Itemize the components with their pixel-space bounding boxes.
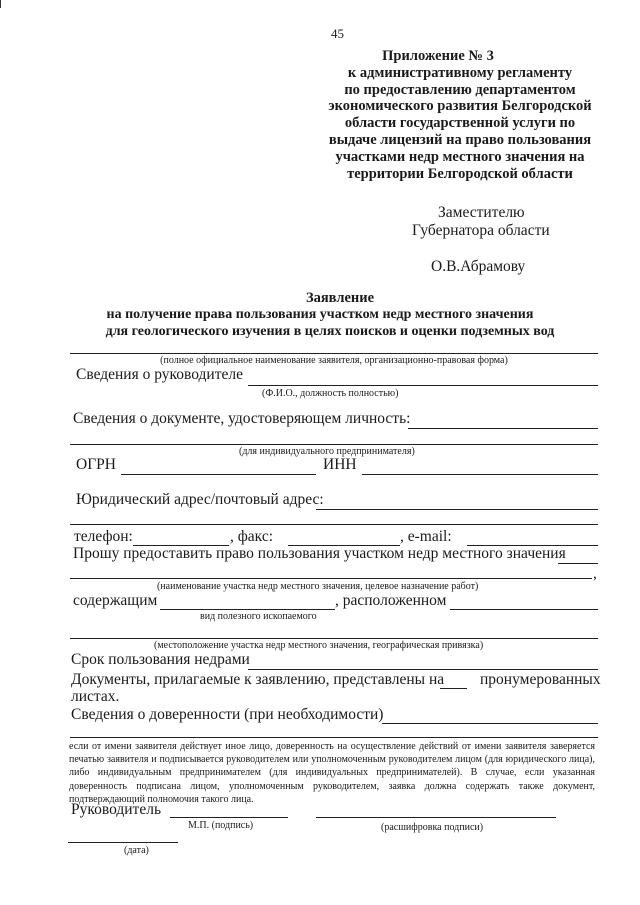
site-name-field[interactable] — [70, 578, 592, 579]
request-field[interactable] — [558, 563, 598, 564]
head-info-field[interactable] — [248, 385, 598, 386]
location-field[interactable] — [450, 609, 598, 610]
inn-label: ИНН — [323, 456, 357, 473]
head-info-label: Сведения о руководителе — [76, 366, 243, 383]
term-label: Срок пользования недрами — [71, 651, 250, 668]
phone-label: телефон: — [74, 528, 133, 545]
appendix-line: по предоставлению департаментом — [344, 81, 576, 98]
statement-subtitle-1: на получение права пользования участком недр местного значения — [106, 307, 534, 322]
appendix-line: области государственной услуги по — [344, 115, 576, 132]
power-of-attorney-field[interactable] — [382, 723, 598, 724]
ogrn-field[interactable] — [121, 474, 316, 475]
signature-field[interactable] — [170, 817, 288, 818]
id-document-field[interactable] — [408, 428, 598, 429]
ogrn-label: ОГРН — [76, 456, 116, 473]
stamp-signature-hint: М.П. (подпись) — [188, 820, 254, 831]
statement-heading: Заявление — [305, 290, 375, 306]
addressee-line1: Заместителю — [438, 204, 525, 221]
mineral-field[interactable] — [160, 609, 335, 610]
head-signature-label: Руководитель — [71, 801, 162, 818]
head-fio-hint: (Ф.И.О., должность полностью) — [262, 388, 399, 399]
location-field-2[interactable] — [70, 638, 598, 639]
applicant-name-field[interactable] — [70, 353, 598, 354]
appendix-block — [300, 48, 620, 182]
attorney-note: если от имени заявителя действует иное лицо, доверенность на осуществление действий от имени заявителя заверяется печатью заявителя и подписывается руководителем или уполномоченным руководителем лицом (для юридического лица), либо индивидуальным предпринимателем (для индивидуальных предпринимателей). В случае, если указанная доверенность подписана лицом, уполномоченным руководителем, заявка должна содержать также документ, подтверждающий полномочия такого лица. — [69, 741, 595, 805]
scan-edge-mark — [0, 0, 1, 8]
site-name-hint: (наименование участка недр местного значения, целевое назначение работ) — [157, 581, 479, 592]
mineral-hint: вид полезного ископаемого — [200, 611, 317, 622]
appendix-line: Приложение № 3 — [382, 48, 494, 64]
addressee-line2: Губернатора области — [412, 222, 550, 239]
date-hint: (дата) — [124, 845, 149, 856]
site-name-comma: , — [593, 565, 597, 582]
documents-text: Документы, прилагаемые к заявлению, представлены на — [71, 671, 445, 688]
email-label: , e-mail: — [400, 528, 452, 545]
id-document-field-2[interactable] — [70, 444, 598, 445]
signature-decoding-field[interactable] — [316, 817, 556, 818]
date-field[interactable] — [68, 842, 178, 843]
term-field[interactable] — [248, 669, 598, 670]
address-label: Юридический адрес/почтовый адрес: — [76, 491, 324, 508]
appendix-line: выдаче лицензий на право пользования — [328, 131, 592, 148]
documents-text-line2: листах. — [71, 688, 120, 705]
inn-field[interactable] — [362, 474, 598, 475]
address-field-2[interactable] — [70, 524, 598, 525]
documents-text-end: пронумерованных — [480, 671, 601, 688]
page-number: 45 — [331, 26, 344, 41]
appendix-line: экономического развития Белгородской — [328, 98, 592, 115]
signature-decoding-hint: (расшифровка подписи) — [381, 822, 484, 833]
fax-label: , факс: — [230, 528, 274, 545]
appendix-line: к административному регламенту — [347, 64, 573, 81]
appendix-line: участками недр местного значения на — [335, 148, 585, 165]
power-of-attorney-field-2[interactable] — [70, 737, 598, 738]
id-document-label: Сведения о документе, удостоверяющем личность: — [73, 410, 411, 427]
applicant-name-hint: (полное официальное наименование заявителя, организационно-правовая форма) — [160, 355, 508, 366]
request-text: Прошу предоставить право пользования участком недр местного значения — [73, 545, 566, 562]
addressee-name: О.В.Абрамову — [431, 258, 526, 275]
entrepreneur-hint: (для индивидуального предпринимателя) — [239, 446, 415, 457]
power-of-attorney-label: Сведения о доверенности (при необходимости) — [71, 706, 384, 723]
containing-label: содержащим — [73, 592, 158, 609]
documents-count-field[interactable] — [440, 688, 467, 689]
appendix-line: территории Белгородской области — [347, 165, 573, 182]
location-hint: (местоположение участка недр местного значения, географическая привязка) — [154, 640, 484, 651]
address-field[interactable] — [316, 509, 598, 510]
located-label: , расположенном — [335, 592, 447, 609]
statement-subtitle-2: для геологического изучения в целях поисков и оценки подземных вод — [105, 324, 555, 339]
